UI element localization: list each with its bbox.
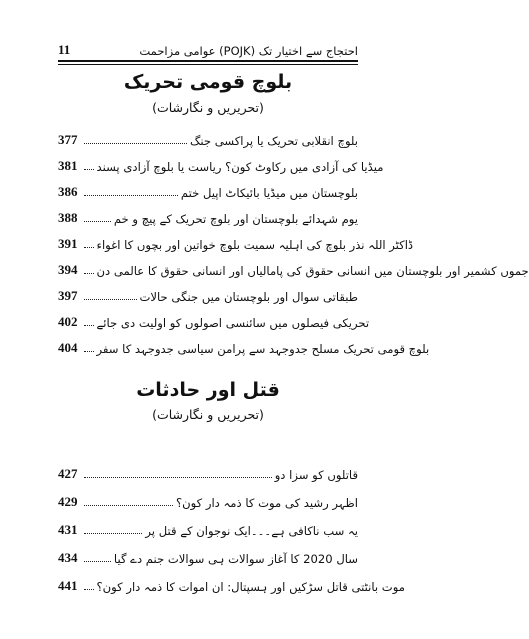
toc-entry[interactable]	[58, 174, 358, 200]
toc-leader-dots	[84, 533, 143, 534]
toc-entry-page: 386	[58, 184, 78, 199]
section-subtitle-baloch-movement: (تحریریں و نگارشات)	[152, 100, 264, 115]
toc-leader-dots	[84, 561, 111, 562]
toc-entry-page: 434	[58, 550, 78, 565]
toc-leader-dots	[84, 589, 94, 590]
toc-leader-dots	[84, 299, 137, 300]
toc-entry-page: 394	[58, 262, 78, 277]
toc-entry-title: سال 2020 کا آغاز سوالات ہی سوالات جنم دے گیا	[113, 552, 358, 566]
toc-entry-page: 404	[58, 340, 78, 355]
toc-entry-title: میڈیا کی آزادی میں رکاوٹ کون؟ ریاست یا بلوچ آزادی پسند	[96, 160, 384, 174]
toc-list-killings-accidents	[58, 454, 405, 594]
toc-entry-page: 402	[58, 314, 78, 329]
toc-entry[interactable]	[58, 304, 370, 330]
toc-leader-dots	[84, 273, 94, 274]
header-rule-thick	[58, 60, 358, 62]
toc-entry-page: 388	[58, 210, 78, 225]
toc-entry-title: بلوچستان میں میڈیا بائیکاٹ اپیل ختم	[180, 186, 358, 200]
toc-entry[interactable]	[58, 482, 358, 510]
toc-entry[interactable]	[58, 510, 358, 538]
toc-entry[interactable]	[58, 122, 358, 148]
section-subtitle-killings-accidents: (تحریریں و نگارشات)	[152, 407, 264, 422]
toc-leader-dots	[84, 221, 111, 222]
toc-entry-page: 391	[58, 236, 78, 251]
toc-entry-title: طبقاتی سوال اور بلوچستان میں جنگی حالات	[139, 290, 358, 304]
toc-leader-dots	[84, 325, 94, 326]
page-number: 11	[58, 42, 71, 57]
toc-entry-page: 397	[58, 288, 78, 303]
toc-entry-title: موت بانٹتی قاتل سڑکیں اور ہسپتال: ان اموات کا ذمہ دار کون؟	[96, 580, 405, 594]
toc-leader-dots	[84, 505, 173, 506]
toc-leader-dots	[84, 195, 178, 196]
toc-entry[interactable]	[58, 148, 384, 174]
toc-entry-page: 441	[58, 578, 78, 593]
header-rule-thin	[58, 64, 358, 65]
section-title-baloch-movement: بلوچ قومی تحریک	[123, 71, 293, 93]
toc-entry-page: 377	[58, 132, 78, 147]
toc-entry-page: 427	[58, 466, 78, 481]
toc-entry[interactable]	[58, 226, 414, 252]
toc-entry-title: یوم شہدائے بلوچستان اور بلوچ تحریک کے پیچ و خم	[113, 212, 358, 226]
toc-entry-title: تحریکی فیصلوں میں سائنسی اصولوں کو اولیت دی جائے	[96, 316, 370, 330]
toc-entry[interactable]	[58, 454, 358, 482]
toc-entry-title: اظہر رشید کی موت کا ذمہ دار کون؟	[175, 496, 358, 510]
toc-entry-page: 431	[58, 522, 78, 537]
toc-entry-title: ڈاکٹر اللہ نذر بلوچ کی اہلیہ سمیت بلوچ خواتین اور بچوں کا اغواء	[96, 238, 414, 252]
toc-entry-title: یہ سب ناکافی ہے۔۔۔ایک نوجوان کے قتل پر	[145, 524, 358, 538]
toc-leader-dots	[84, 351, 94, 352]
running-head-title: احتجاج سے اختیار تک (POJK) عوامی مزاحمت	[139, 44, 358, 58]
toc-leader-dots	[84, 169, 94, 170]
running-head	[58, 36, 358, 58]
toc-leader-dots	[84, 247, 94, 248]
toc-entry-page: 381	[58, 158, 78, 173]
toc-list-baloch-movement	[58, 122, 529, 356]
toc-leader-dots	[84, 143, 188, 144]
toc-entry[interactable]	[58, 278, 358, 304]
toc-entry[interactable]	[58, 538, 358, 566]
toc-entry-title: بلوچ انقلابی تحریک یا پراکسی جنگ	[190, 134, 358, 148]
toc-entry[interactable]	[58, 200, 358, 226]
section-title-killings-accidents: قتل اور حادثات	[136, 379, 280, 401]
toc-entry-title: قاتلوں کو سزا دو	[274, 468, 358, 482]
toc-entry-page: 429	[58, 494, 78, 509]
toc-leader-dots	[84, 477, 272, 478]
toc-entry-title: بلوچ قومی تحریک مسلح جدوجہد سے پرامن سیاسی جدوجہد کا سفر	[96, 342, 430, 356]
toc-entry-title: جموں کشمیر اور بلوچستان میں انسانی حقوق کی پامالیاں اور انسانی حقوق کا عالمی دن	[96, 264, 529, 278]
toc-entry[interactable]	[58, 566, 405, 594]
toc-entry[interactable]	[58, 330, 430, 356]
toc-entry[interactable]	[58, 252, 529, 278]
